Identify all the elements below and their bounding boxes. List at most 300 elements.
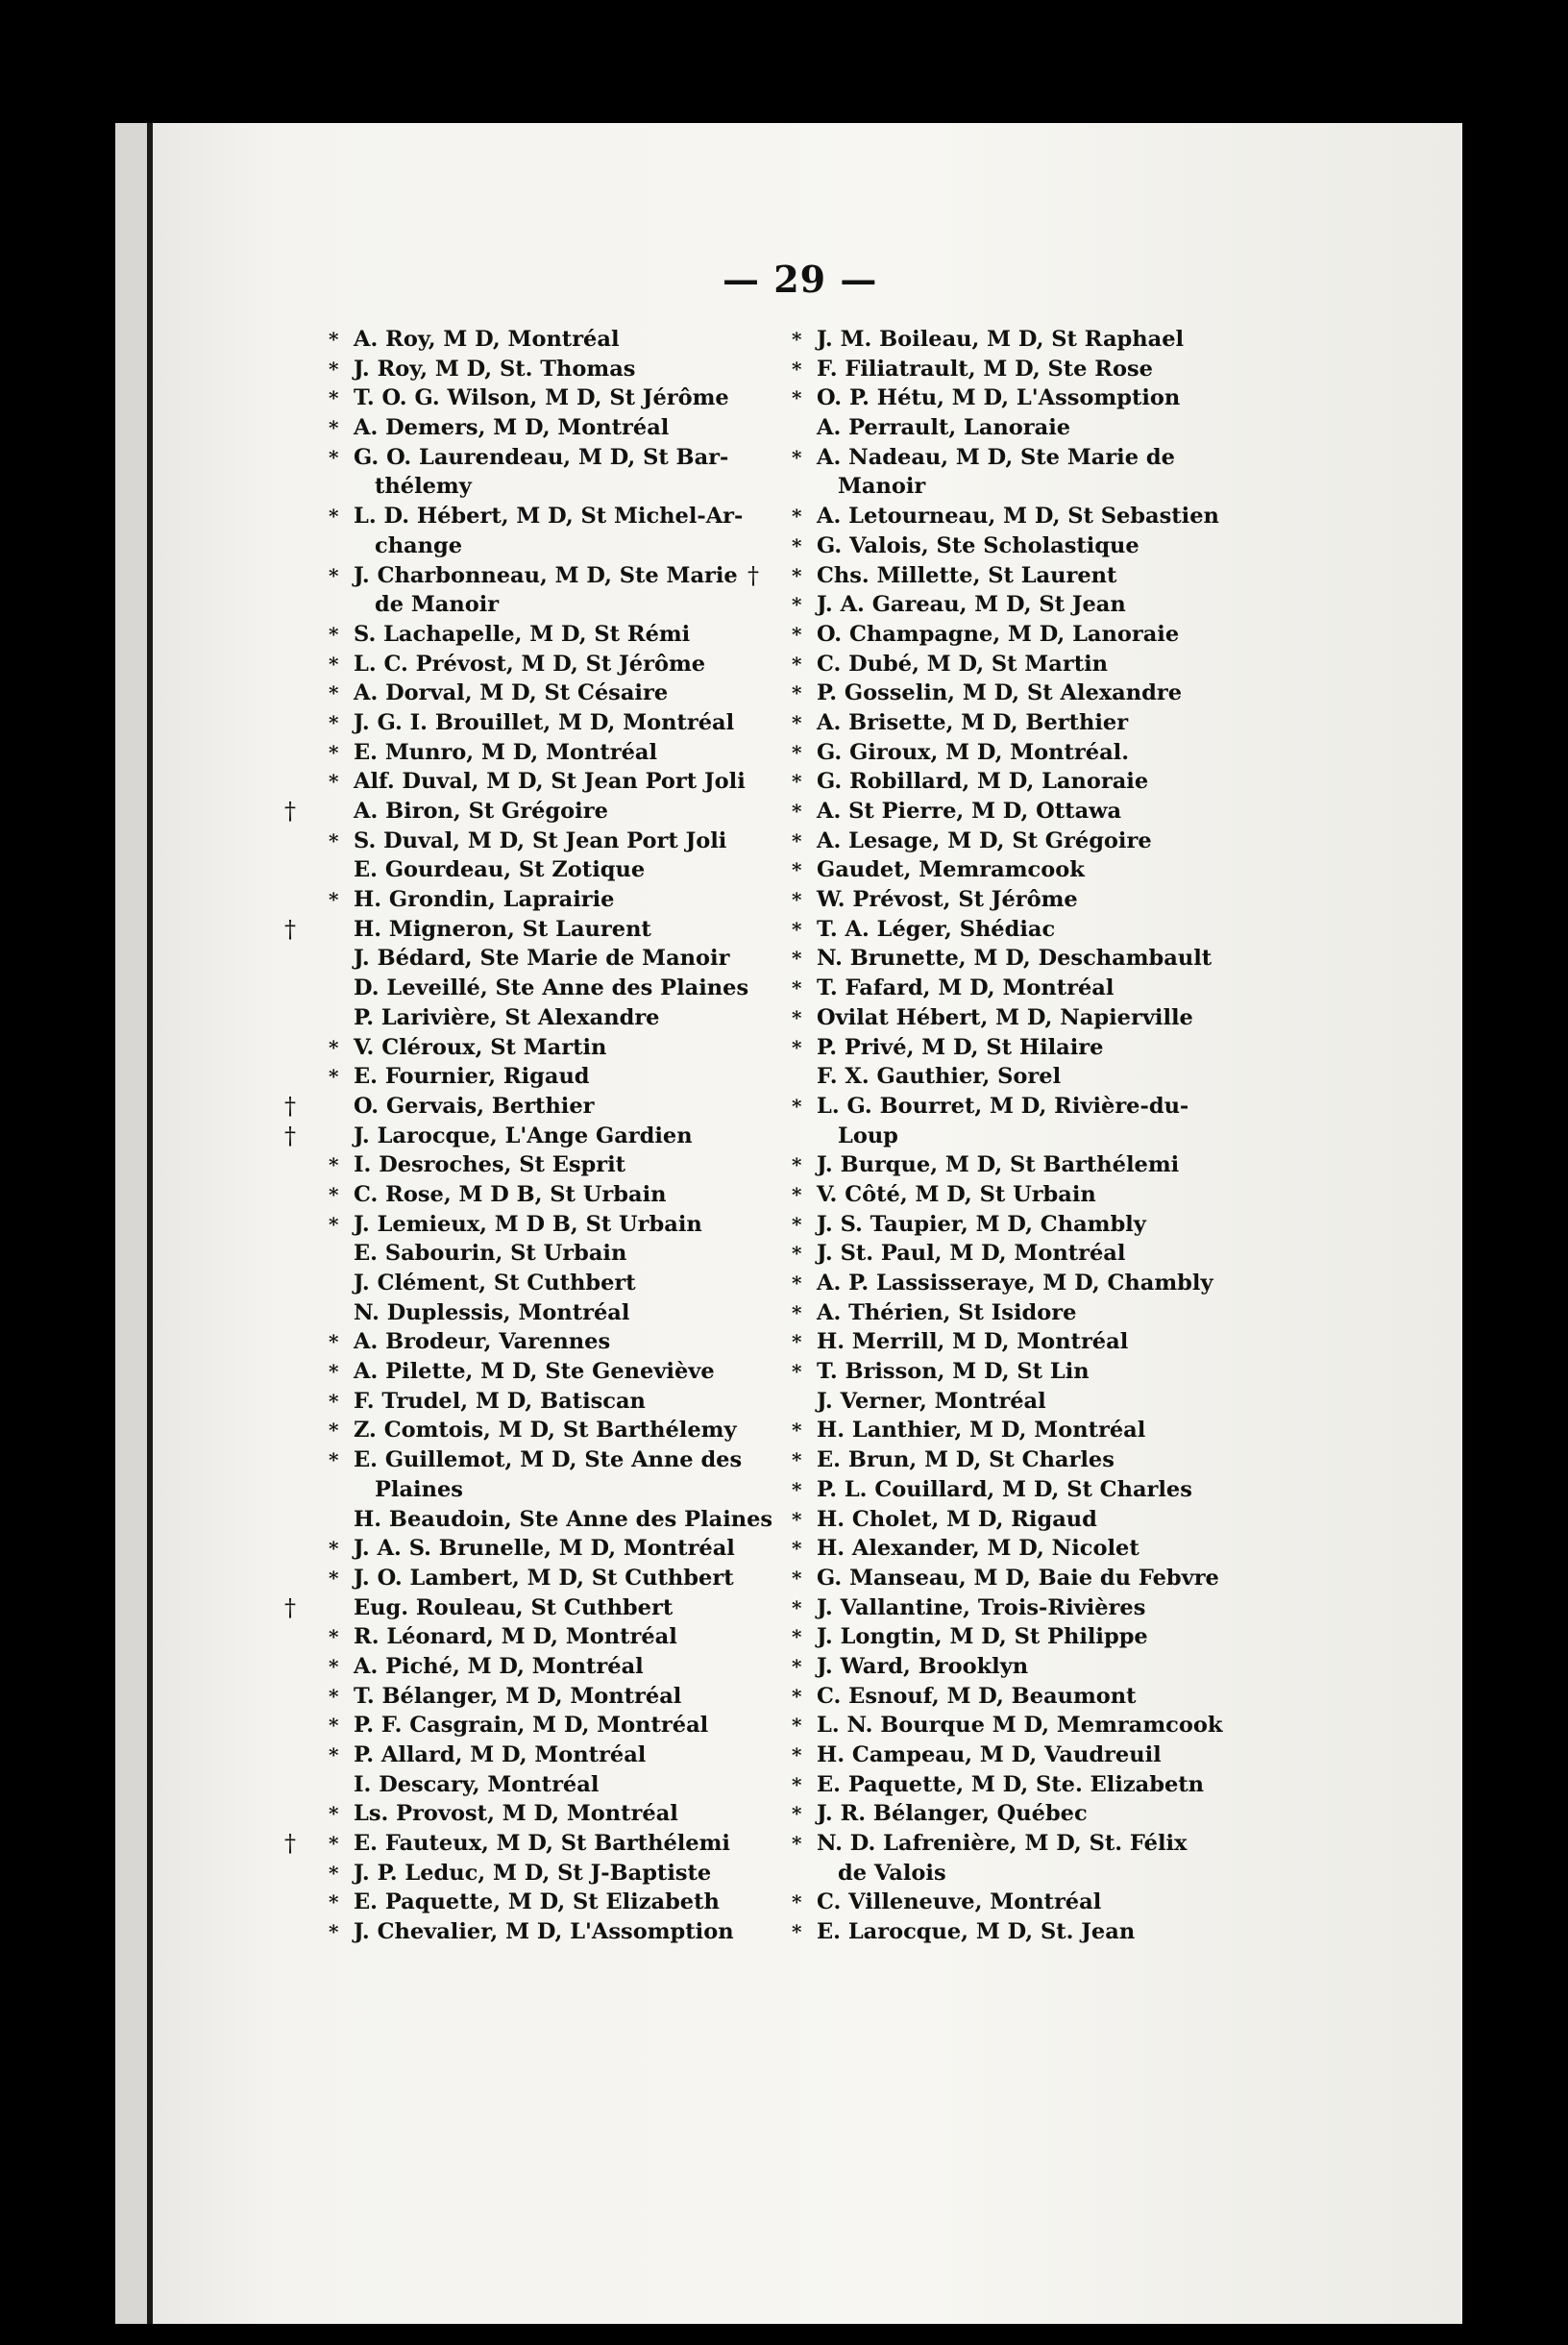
- asterisk-mark: *: [329, 1890, 339, 1914]
- dagger-mark: †: [747, 561, 759, 589]
- list-item: [325, 1003, 772, 1033]
- list-item: [325, 944, 772, 974]
- list-item: [788, 413, 1222, 443]
- list-item: [325, 1298, 772, 1328]
- list-item: [325, 1888, 772, 1917]
- asterisk-mark: *: [329, 1654, 339, 1678]
- list-item: [325, 1652, 772, 1682]
- asterisk-mark: *: [792, 1566, 802, 1590]
- asterisk-mark: *: [792, 1684, 802, 1708]
- list-item: [284, 1829, 772, 1859]
- entry-text: V. Côté, M D, St Urbain: [817, 1181, 1096, 1207]
- list-item: [788, 1327, 1222, 1357]
- entry-text: T. Bélanger, M D, Montréal: [354, 1683, 682, 1709]
- list-item: [788, 531, 1222, 561]
- asterisk-mark: *: [792, 1035, 802, 1059]
- list-item: [788, 1829, 1222, 1859]
- list-item: [325, 1711, 772, 1740]
- list-item: [788, 1799, 1222, 1829]
- entry-text: E. Fournier, Rigaud: [354, 1064, 590, 1090]
- asterisk-mark: *: [792, 681, 802, 705]
- list-item: [788, 1622, 1222, 1652]
- asterisk-mark: *: [792, 505, 802, 529]
- asterisk-mark: *: [329, 828, 339, 852]
- asterisk-mark: *: [792, 1212, 802, 1236]
- entry-text: Chs. Millette, St Laurent: [817, 562, 1117, 588]
- entry-text: T. Fafard, M D, Montréal: [817, 975, 1115, 1001]
- list-item: [325, 1180, 772, 1210]
- entry-text: L. C. Prévost, M D, St Jérôme: [354, 651, 706, 677]
- list-item: [788, 974, 1222, 1003]
- document-page: [115, 123, 1462, 2324]
- entry-text: C. Dubé, M D, St Martin: [817, 651, 1108, 677]
- asterisk-mark: *: [329, 1684, 339, 1708]
- entry-text: F. X. Gauthier, Sorel: [817, 1064, 1062, 1090]
- list-item: [325, 679, 772, 708]
- entry-text: J. O. Lambert, M D, St Cuthbert: [354, 1565, 734, 1591]
- entry-text: J. G. I. Brouillet, M D, Montréal: [354, 709, 735, 735]
- asterisk-mark: *: [329, 1802, 339, 1826]
- entry-text: I. Desroches, St Esprit: [354, 1152, 626, 1178]
- asterisk-mark: *: [329, 505, 339, 529]
- asterisk-mark: *: [792, 1153, 802, 1177]
- entry-text: H. Grondin, Laprairie: [354, 887, 615, 913]
- list-item: [788, 1711, 1222, 1740]
- asterisk-mark: *: [792, 740, 802, 764]
- list-item: [325, 827, 772, 856]
- list-item: [325, 355, 772, 384]
- asterisk-mark: *: [329, 1153, 339, 1177]
- list-item: [325, 1534, 772, 1564]
- entry-text: J. Lemieux, M D B, St Urbain: [354, 1211, 702, 1237]
- asterisk-mark: *: [329, 1537, 339, 1561]
- list-item: [788, 1445, 1222, 1475]
- asterisk-mark: *: [329, 1182, 339, 1206]
- list-item: [325, 413, 772, 443]
- list-item: [325, 1387, 772, 1417]
- list-item: [325, 1033, 772, 1063]
- right-column: [747, 325, 1223, 1947]
- list-item: [788, 502, 1222, 531]
- list-item: [325, 650, 772, 679]
- list-item: [788, 767, 1222, 797]
- facing-page-edge: [115, 123, 147, 2324]
- list-item: [788, 620, 1222, 650]
- list-item: [325, 767, 772, 797]
- list-item: [788, 1387, 1222, 1417]
- list-item: [325, 1740, 772, 1770]
- dagger-mark: †: [284, 915, 296, 943]
- asterisk-mark: *: [792, 1714, 802, 1738]
- dagger-mark: †: [284, 1593, 296, 1621]
- asterisk-mark: *: [329, 1448, 339, 1472]
- list-item: [788, 827, 1222, 856]
- entry-text: A. Nadeau, M D, Ste Marie de: [817, 444, 1175, 470]
- list-item: [325, 561, 772, 591]
- list-item: [325, 885, 772, 915]
- list-item: [284, 1092, 772, 1122]
- asterisk-mark: *: [792, 533, 802, 557]
- entry-text: Z. Comtois, M D, St Barthélemy: [354, 1418, 737, 1444]
- asterisk-mark: *: [329, 1065, 339, 1089]
- entry-text: J. P. Leduc, M D, St J-Baptiste: [354, 1860, 712, 1886]
- list-item: [788, 1505, 1222, 1535]
- list-item: [788, 1917, 1222, 1947]
- entry-text: Loup: [838, 1123, 898, 1148]
- asterisk-mark: *: [329, 1566, 339, 1590]
- entry-text: P. Allard, M D, Montréal: [354, 1742, 647, 1767]
- asterisk-mark: *: [792, 652, 802, 676]
- entry-text: E. Fauteux, M D, St Barthélemi: [354, 1831, 730, 1857]
- entry-text: C. Esnouf, M D, Beaumont: [817, 1683, 1137, 1709]
- list-item: [788, 1062, 1222, 1092]
- asterisk-mark: *: [329, 1625, 339, 1649]
- list-item: [284, 915, 772, 945]
- entry-text: G. O. Laurendeau, M D, St Bar-: [354, 444, 729, 470]
- entry-text: J. S. Taupier, M D, Chambly: [817, 1211, 1146, 1237]
- list-item: [788, 1770, 1222, 1800]
- entry-text: H. Lanthier, M D, Montréal: [817, 1418, 1146, 1444]
- entry-text: A. Brisette, M D, Berthier: [817, 709, 1129, 735]
- list-item: [788, 679, 1222, 708]
- asterisk-mark: *: [329, 1035, 339, 1059]
- entry-text: Ovilat Hébert, M D, Napierville: [817, 1004, 1193, 1030]
- dagger-mark: †: [284, 1092, 296, 1120]
- asterisk-mark: *: [329, 357, 339, 381]
- asterisk-mark: *: [329, 681, 339, 705]
- asterisk-mark: *: [329, 888, 339, 912]
- entry-text: Manoir: [838, 474, 926, 500]
- list-item: [325, 1357, 772, 1387]
- book-spine: [147, 123, 153, 2324]
- asterisk-mark: *: [792, 828, 802, 852]
- asterisk-mark: *: [792, 858, 802, 882]
- asterisk-mark: *: [792, 917, 802, 941]
- entry-text: thélemy: [375, 474, 472, 500]
- entry-text: H. Campeau, M D, Vaudreuil: [817, 1742, 1162, 1767]
- entry-text: J. Roy, M D, St. Thomas: [354, 356, 636, 382]
- list-item: [788, 1888, 1222, 1917]
- list-item: [788, 1269, 1222, 1298]
- list-item: [325, 620, 772, 650]
- list-item: [788, 1180, 1222, 1210]
- asterisk-mark: *: [792, 1625, 802, 1649]
- entry-text: A. Lesage, M D, St Grégoire: [817, 827, 1152, 853]
- entry-text: H. Merrill, M D, Montréal: [817, 1329, 1129, 1355]
- entry-text: H. Alexander, M D, Nicolet: [817, 1536, 1139, 1562]
- entry-text: A. Dorval, M D, St Césaire: [354, 680, 669, 706]
- entry-text: G. Robillard, M D, Lanoraie: [817, 769, 1149, 795]
- asterisk-mark: *: [792, 1537, 802, 1561]
- list-item: [325, 1564, 772, 1593]
- asterisk-mark: *: [329, 652, 339, 676]
- entry-text: I. Descary, Montréal: [354, 1771, 600, 1797]
- entry-text: O. P. Hétu, M D, L'Assomption: [817, 385, 1181, 411]
- asterisk-mark: *: [792, 1448, 802, 1472]
- asterisk-mark: *: [792, 1242, 802, 1266]
- entry-text: J. St. Paul, M D, Montréal: [817, 1241, 1126, 1267]
- list-item: [325, 1799, 772, 1829]
- list-item: [325, 1475, 772, 1505]
- list-item: [284, 1122, 772, 1151]
- asterisk-mark: *: [329, 1360, 339, 1384]
- asterisk-mark: *: [792, 1802, 802, 1826]
- list-item: [788, 1239, 1222, 1269]
- entry-text: J. R. Bélanger, Québec: [817, 1801, 1088, 1827]
- list-item: [325, 1682, 772, 1712]
- entry-text: P. Gosselin, M D, St Alexandre: [817, 680, 1183, 706]
- list-item: [325, 1505, 772, 1535]
- entry-text: F. Filiatrault, M D, Ste Rose: [817, 356, 1153, 382]
- asterisk-mark: *: [792, 1330, 802, 1354]
- asterisk-mark: *: [329, 1714, 339, 1738]
- asterisk-mark: *: [792, 386, 802, 410]
- list-item: [788, 1564, 1222, 1593]
- asterisk-mark: *: [329, 563, 339, 587]
- list-item: [788, 1122, 1222, 1151]
- list-item: [788, 1003, 1222, 1033]
- asterisk-mark: *: [329, 1743, 339, 1766]
- list-item: [325, 1416, 772, 1445]
- list-item: [325, 1062, 772, 1092]
- entry-text: T. O. G. Wilson, M D, St Jérôme: [354, 385, 729, 411]
- list-item: [788, 1859, 1222, 1888]
- list-item: [284, 797, 772, 827]
- list-item: [788, 1416, 1222, 1445]
- asterisk-mark: *: [792, 1271, 802, 1295]
- entry-text: A. P. Lassisseraye, M D, Chambly: [817, 1271, 1213, 1296]
- list-item: [788, 1033, 1222, 1063]
- list-item: [788, 650, 1222, 679]
- asterisk-mark: *: [792, 1507, 802, 1531]
- entry-text: J. M. Boileau, M D, St Raphael: [817, 327, 1185, 352]
- list-item: [325, 974, 772, 1003]
- list-item: [325, 472, 772, 502]
- entry-text: Gaudet, Memramcook: [817, 857, 1085, 883]
- left-column: [284, 325, 773, 1947]
- list-item: [788, 355, 1222, 384]
- asterisk-mark: *: [329, 445, 339, 469]
- list-item: [788, 1740, 1222, 1770]
- asterisk-mark: *: [792, 947, 802, 971]
- asterisk-mark: *: [792, 1920, 802, 1944]
- list-item: [788, 1593, 1222, 1623]
- list-item: [788, 1210, 1222, 1240]
- asterisk-mark: *: [792, 800, 802, 823]
- list-item: [325, 1917, 772, 1947]
- entry-text: S. Lachapelle, M D, St Rémi: [354, 621, 691, 647]
- entry-text: A. Roy, M D, Montréal: [354, 327, 620, 352]
- entry-text: de Manoir: [375, 592, 500, 618]
- entry-text: A. Demers, M D, Montréal: [354, 415, 670, 441]
- list-item: [325, 1622, 772, 1652]
- list-item: [788, 797, 1222, 827]
- list-item: [325, 1770, 772, 1800]
- entry-text: R. Léonard, M D, Montréal: [354, 1624, 677, 1650]
- entry-text: J. Ward, Brooklyn: [817, 1653, 1029, 1679]
- entry-text: A. St Pierre, M D, Ottawa: [817, 799, 1122, 824]
- list-item: [325, 1445, 772, 1475]
- entry-text: Alf. Duval, M D, St Jean Port Joli: [354, 769, 746, 795]
- list-item: [788, 472, 1222, 502]
- list-item: [325, 1327, 772, 1357]
- list-item: [788, 1357, 1222, 1387]
- entry-text: E. Brun, M D, St Charles: [817, 1447, 1115, 1473]
- entry-text: S. Duval, M D, St Jean Port Joli: [354, 827, 727, 853]
- entry-text: A. Thérien, St Isidore: [817, 1299, 1077, 1325]
- entry-text: N. Duplessis, Montréal: [354, 1299, 630, 1325]
- entry-text: Ls. Provost, M D, Montréal: [354, 1801, 678, 1827]
- asterisk-mark: *: [329, 1389, 339, 1413]
- list-item: [788, 325, 1222, 355]
- dagger-mark: †: [284, 798, 296, 825]
- list-item: [788, 590, 1222, 620]
- entry-text: E. Gourdeau, St Zotique: [354, 857, 646, 883]
- asterisk-mark: *: [329, 740, 339, 764]
- list-item: [788, 1682, 1222, 1712]
- list-item: [325, 1859, 772, 1888]
- entry-text: P. L. Couillard, M D, St Charles: [817, 1476, 1192, 1502]
- list-item: [325, 590, 772, 620]
- entry-text: J. Verner, Montréal: [817, 1388, 1046, 1414]
- list-item: [325, 1239, 772, 1269]
- entry-text: O. Champagne, M D, Lanoraie: [817, 621, 1180, 647]
- entry-text: E. Paquette, M D, Ste. Elizabetn: [817, 1771, 1205, 1797]
- entry-text: T. A. Léger, Shédiac: [817, 916, 1056, 942]
- entry-text: J. Clément, St Cuthbert: [354, 1271, 636, 1296]
- entry-text: J. Longtin, M D, St Philippe: [817, 1624, 1148, 1650]
- asterisk-mark: *: [329, 770, 339, 794]
- list-item: [788, 383, 1222, 413]
- entry-text: N. D. Lafrenière, M D, St. Félix: [817, 1831, 1188, 1857]
- entry-text: E. Sabourin, St Urbain: [354, 1241, 627, 1267]
- entry-text: O. Gervais, Berthier: [354, 1093, 595, 1119]
- entry-text: G. Giroux, M D, Montréal.: [817, 739, 1130, 765]
- asterisk-mark: *: [792, 328, 802, 351]
- asterisk-mark: *: [792, 1360, 802, 1384]
- entry-text: P. Privé, M D, St Hilaire: [817, 1034, 1104, 1060]
- list-item: [788, 708, 1222, 738]
- dagger-mark: †: [284, 1122, 296, 1149]
- list-item: [325, 738, 772, 768]
- entry-text: V. Cléroux, St Martin: [354, 1034, 607, 1060]
- list-item: [788, 1298, 1222, 1328]
- asterisk-mark: *: [792, 593, 802, 617]
- list-item: [788, 1150, 1222, 1180]
- list-item: [788, 738, 1222, 768]
- list-item: [788, 443, 1222, 473]
- asterisk-mark: *: [792, 1832, 802, 1856]
- entry-text: G. Manseau, M D, Baie du Febvre: [817, 1565, 1219, 1591]
- asterisk-mark: *: [329, 710, 339, 734]
- entry-text: F. Trudel, M D, Batiscan: [354, 1388, 646, 1414]
- list-item: [325, 1150, 772, 1180]
- entry-text: J. Vallantine, Trois-Rivières: [817, 1594, 1146, 1620]
- entry-text: J. A. Gareau, M D, St Jean: [817, 592, 1126, 618]
- entry-text: de Valois: [838, 1860, 946, 1886]
- list-item: [325, 325, 772, 355]
- asterisk-mark: *: [329, 416, 339, 440]
- list-item: [788, 944, 1222, 974]
- asterisk-mark: *: [792, 1419, 802, 1443]
- asterisk-mark: *: [329, 1861, 339, 1885]
- entry-text: C. Rose, M D B, St Urbain: [354, 1181, 667, 1207]
- entry-text: J. Burque, M D, St Barthélemi: [817, 1152, 1180, 1178]
- list-item: [788, 855, 1222, 885]
- asterisk-mark: *: [329, 1212, 339, 1236]
- entry-text: J. Bédard, Ste Marie de Manoir: [354, 946, 730, 972]
- entry-text: C. Villeneuve, Montréal: [817, 1889, 1102, 1915]
- entry-text: W. Prévost, St Jérôme: [817, 887, 1078, 913]
- asterisk-mark: *: [329, 1330, 339, 1354]
- asterisk-mark: *: [792, 1094, 802, 1118]
- entry-text: J. Chevalier, M D, L'Assomption: [354, 1919, 734, 1945]
- list-item: [325, 531, 772, 561]
- asterisk-mark: *: [792, 1182, 802, 1206]
- list-item: [788, 1092, 1222, 1122]
- asterisk-mark: *: [792, 1477, 802, 1501]
- list-item: [325, 1210, 772, 1240]
- asterisk-mark: *: [792, 357, 802, 381]
- entry-text: D. Leveillé, Ste Anne des Plaines: [354, 975, 749, 1001]
- entry-text: A. Brodeur, Varennes: [354, 1329, 611, 1355]
- asterisk-mark: *: [792, 976, 802, 1000]
- entry-text: H. Cholet, M D, Rigaud: [817, 1506, 1097, 1532]
- entry-text: J. A. S. Brunelle, M D, Montréal: [354, 1536, 735, 1562]
- entry-text: G. Valois, Ste Scholastique: [817, 532, 1139, 558]
- list-item: [325, 443, 772, 473]
- entry-text: E. Larocque, M D, St. Jean: [817, 1919, 1136, 1945]
- entry-text: T. Brisson, M D, St Lin: [817, 1359, 1090, 1385]
- asterisk-mark: *: [792, 710, 802, 734]
- list-item: [325, 855, 772, 885]
- entry-text: H. Beaudoin, Ste Anne des Plaines: [354, 1506, 773, 1532]
- asterisk-mark: *: [329, 622, 339, 646]
- entry-text: E. Paquette, M D, St Elizabeth: [354, 1889, 720, 1915]
- asterisk-mark: *: [329, 1419, 339, 1443]
- asterisk-mark: *: [792, 1772, 802, 1796]
- asterisk-mark: *: [792, 1890, 802, 1914]
- entry-text: A. Letourneau, M D, St Sebastien: [817, 504, 1219, 530]
- asterisk-mark: *: [792, 622, 802, 646]
- entry-text: L. N. Bourque M D, Memramcook: [817, 1713, 1223, 1739]
- entry-text: A. Perrault, Lanoraie: [817, 415, 1071, 441]
- entry-text: H. Migneron, St Laurent: [354, 916, 651, 942]
- entry-text: change: [375, 532, 463, 558]
- entry-text: L. D. Hébert, M D, St Michel-Ar-: [354, 504, 744, 530]
- asterisk-mark: *: [792, 1005, 802, 1029]
- asterisk-mark: *: [792, 1300, 802, 1324]
- entry-text: L. G. Bourret, M D, Rivière-du-: [817, 1093, 1189, 1119]
- entry-text: Plaines: [375, 1476, 463, 1502]
- list-item: [325, 1269, 772, 1298]
- asterisk-mark: *: [792, 445, 802, 469]
- list-item: [284, 1593, 772, 1623]
- list-item: [788, 915, 1222, 945]
- list-item: [788, 1475, 1222, 1505]
- entry-text: E. Guillemot, M D, Ste Anne des: [354, 1447, 743, 1473]
- page-number: — 29 —: [723, 258, 878, 301]
- asterisk-mark: *: [792, 770, 802, 794]
- entry-text: P. Larivière, St Alexandre: [354, 1004, 660, 1030]
- asterisk-mark: *: [792, 1743, 802, 1766]
- list-item: [788, 885, 1222, 915]
- list-item: [788, 1652, 1222, 1682]
- entry-text: J. Charbonneau, M D, Ste Marie: [354, 562, 738, 588]
- entry-text: A. Pilette, M D, Ste Geneviève: [354, 1359, 715, 1385]
- entry-text: Eug. Rouleau, St Cuthbert: [354, 1594, 674, 1620]
- asterisk-mark: *: [792, 888, 802, 912]
